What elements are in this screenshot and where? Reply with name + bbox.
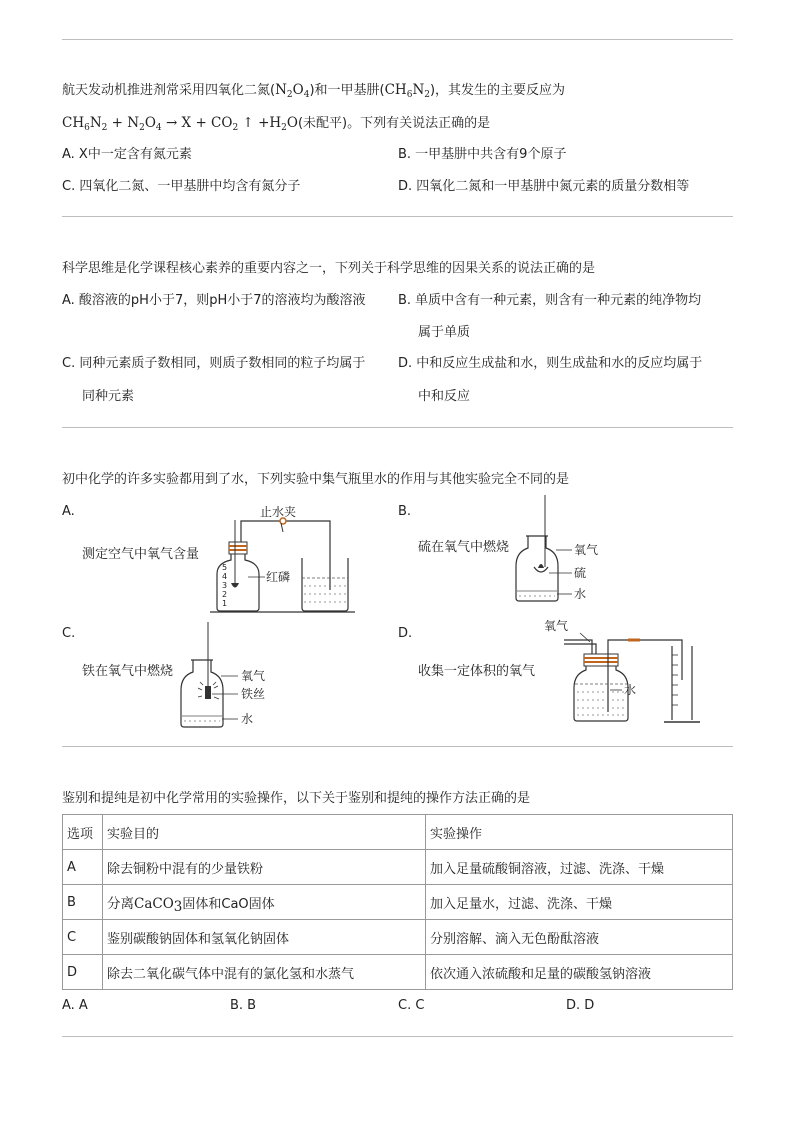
q2-option-a[interactable]: A. 酸溶液的pH小于7，则pH小于7的溶液均为酸溶液 [62,293,366,308]
header-goal: 实验目的 [103,815,426,850]
row-goal: 除去二氧化碳气体中混有的氯化氢和水蒸气 [103,955,426,990]
q4-answer-b[interactable]: B. B [230,998,257,1013]
q3-stem: 初中化学的许多实验都用到了水，下列实验中集气瓶里水的作用与其他实验完全不同的是 [62,472,570,487]
q1-option-b[interactable]: B. 一甲基肼中共含有9个原子 [398,147,567,162]
scale-mark: 2 [222,590,228,599]
label-iron-wire: 铁丝 [241,687,266,701]
label-water: 水 [574,587,587,601]
q3-option-a-letter[interactable]: A. [62,504,75,519]
q2-option-b-line2: 属于单质 [418,325,471,340]
q2-option-c-line1[interactable]: C. 同种元素质子数相同，则质子数相同的粒子均属于 [62,356,366,371]
scale-mark: 1 [222,599,228,608]
q1-equation-line: $CH_6N_2 + N_2O_4 \to X + CO_2$ ↑ $+H_2O$(未配平)。下列有关说法正确的是 [62,115,491,133]
label-oxygen: 氧气 [544,619,569,633]
q3-option-c-letter[interactable]: C. [62,626,76,641]
q2-stem: 科学思维是化学课程核心素养的重要内容之一，下列关于科学思维的因果关系的说法正确的是 [62,261,596,276]
q2-option-b-line1[interactable]: B. 单质中含有一种元素，则含有一种元素的纯净物均 [398,293,702,308]
q3-option-d-title: 收集一定体积的氧气 [418,664,536,679]
label-oxygen: 氧气 [241,669,266,683]
scale-mark: 4 [222,572,228,581]
q3-option-d-letter[interactable]: D. [398,626,413,641]
row-operation: 加入足量水，过滤、洗涤、干燥 [426,885,733,920]
q4-answer-d[interactable]: D. D [566,998,595,1013]
row-operation: 依次通入浓硫酸和足量的碳酸氢钠溶液 [426,955,733,990]
row-goal: 分离CaCO$_3$固体和CaO固体 [103,885,426,920]
row-option: B [63,885,103,920]
row-option: D [63,955,103,990]
q1-option-c[interactable]: C. 四氧化二氮、一甲基肼中均含有氮分子 [62,179,301,194]
q2-option-d-line1[interactable]: D. 中和反应生成盐和水，则生成盐和水的反应均属于 [398,356,703,371]
row-goal: 鉴别碳酸钠固体和氢氧化钠固体 [103,920,426,955]
label-sulfur: 硫 [574,566,587,580]
table-row [63,850,733,885]
q3-option-b-letter[interactable]: B. [398,504,412,519]
label-water: 水 [624,683,637,697]
row-operation: 分别溶解、滴入无色酚酞溶液 [426,920,733,955]
row-option: A [63,850,103,885]
table-row [63,920,733,955]
label-clamp: 止水夹 [260,505,297,519]
q3-option-b-title: 硫在氧气中燃烧 [418,540,510,555]
q4-stem: 鉴别和提纯是初中化学常用的实验操作，以下关于鉴别和提纯的操作方法正确的是 [62,791,531,806]
label-red-phosphorus: 红磷 [266,570,291,584]
q4-answer-a[interactable]: A. A [62,998,88,1013]
header-option: 选项 [63,815,103,850]
q4-table [62,814,733,990]
row-operation: 加入足量硫酸铜溶液，过滤、洗涤、干燥 [426,850,733,885]
q4-answer-c[interactable]: C. C [398,998,425,1013]
q1-stem-line1: 航天发动机推进剂常采用四氧化二氮$(N_2O_4)$和一甲基肼$(CH_6N_2)$，其发生的主要反应为 [62,82,566,100]
q3-option-a-title: 测定空气中氧气含量 [82,547,200,562]
label-water: 水 [241,712,254,726]
table-header-row [63,815,733,850]
q1-option-a[interactable]: A. X中一定含有氮元素 [62,147,192,162]
row-goal: 除去铜粉中混有的少量铁粉 [103,850,426,885]
label-oxygen: 氧气 [574,543,599,557]
q2-option-c-line2: 同种元素 [82,389,135,404]
table-row [63,955,733,990]
q2-option-d-line2: 中和反应 [418,389,471,404]
q1-option-d[interactable]: D. 四氧化二氮和一甲基肼中氮元素的质量分数相等 [398,179,690,194]
row-option: C [63,920,103,955]
table-row [63,885,733,920]
q3-option-c-title: 铁在氧气中燃烧 [82,664,174,679]
chemical-equation: $CH_6N_2 + N_2O_4 \to X + CO_2$ ↑ $+H_2O$ [62,115,298,133]
header-operation: 实验操作 [426,815,733,850]
scale-mark: 3 [222,581,228,590]
scale-mark: 5 [222,563,228,572]
